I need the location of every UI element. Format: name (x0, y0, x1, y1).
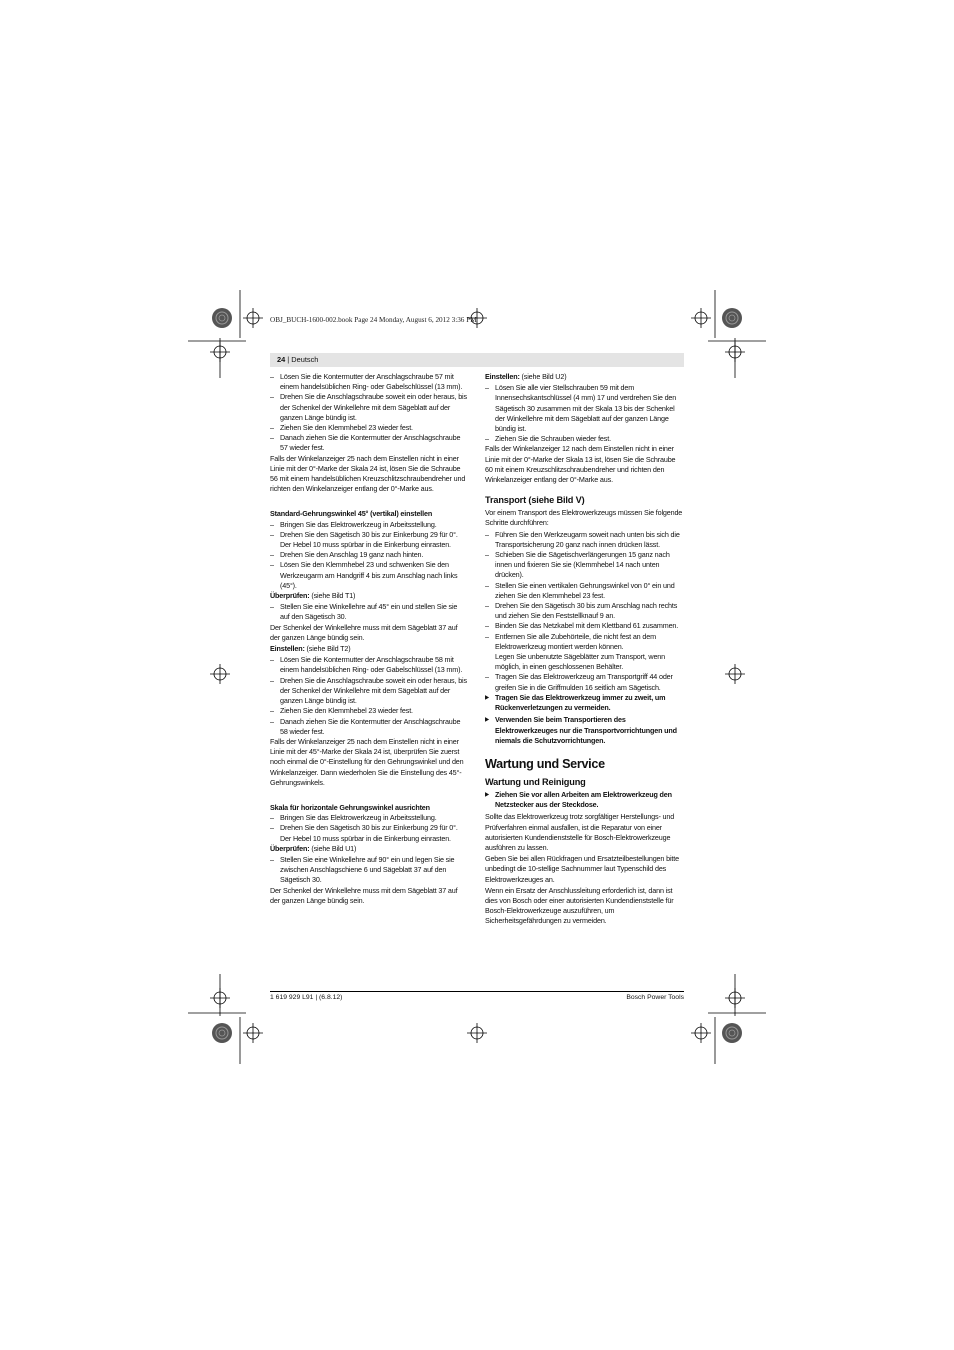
list-item: – Drehen Sie die Anschlagschraube soweit ein oder heraus, bis der Schenkel der Winkellehre mit dem Sägeblatt auf der ganzen Länge bündig ist. (270, 392, 467, 422)
page-header-bar (270, 353, 684, 367)
paragraph: Falls der Winkelanzeiger 25 nach dem Einstellen nicht in einer Linie mit der 45°-Marke der Skala 24 ist, überprüfen Sie zuerst noch einmal die 0°-Einstellung für den Gehrungswinkel und den Winkelanzeiger. Dann wiederholen Sie die Einstellung des 45°-Gehrungswinkels. (270, 736, 464, 787)
footer-brand: Bosch Power Tools (626, 994, 684, 1001)
list-item: – Danach ziehen Sie die Kontermutter der Anschlagschraube 57 wieder fest. (270, 433, 461, 453)
list-item: – Drehen Sie den Sägetisch 30 bis zur Einkerbung 29 für 0°. Der Hebel 10 muss spürbar in die Einkerbung einrasten. (270, 823, 458, 843)
paragraph: Vor einem Transport des Elektrowerkzeugs müssen Sie folgende Schritte durchführen: (485, 508, 683, 528)
footer-doc-number: 1 619 929 L91 | (6.8.12) (270, 994, 343, 1001)
paragraph: Wenn ein Ersatz der Anschlussleitung erforderlich ist, dann ist dies von Bosch oder einer autorisierten Kundendienststelle für Bosch-Elektrowerkzeuge auszuführen, um Sicherheitsgefährdungen zu vermeiden. (485, 885, 674, 926)
paragraph: Geben Sie bei allen Rückfragen und Ersatzteilbestellungen bitte unbedingt die 10-stellige Sachnummer laut Typenschild des Elektrowerkzeuges an. (485, 854, 679, 884)
list-item: – Stellen Sie eine Winkellehre auf 90° ein und legen Sie sie zwischen Anschlagschiene 6 und Sägeblatt 37 auf den Sägetisch 30. (270, 854, 455, 885)
list-item: – Binden Sie das Netzkabel mit dem Klettband 61 zusammen. (485, 621, 679, 631)
list-item: – Tragen Sie das Elektrowerkzeug am Transportgriff 44 oder greifen Sie in die Griffmulden 16 seitlich am Sägetisch. (485, 672, 673, 692)
left-column (270, 372, 468, 907)
list-item: – Schieben Sie die Sägetischverlängerungen 15 ganz nach innen und fixieren Sie sie (Klemmhebel 14 nach unten drücken). (485, 550, 670, 580)
list-item: – Führen Sie den Werkzeugarm soweit nach unten bis sich die Transportsicherung 20 ganz nach innen drücken lässt. (485, 529, 680, 549)
paragraph: Sollte das Elektrowerkzeug trotz sorgfältiger Herstellungs- und Prüfverfahren einmal ausfallen, ist die Reparatur von einer autorisierten Kundendienststelle für Bosch-Elektrowerkzeuge ausführen zu lassen. (485, 812, 675, 852)
list-item: – Drehen Sie die Anschlagschraube soweit ein oder heraus, bis der Schenkel der Winkellehre mit dem Sägeblatt auf der ganzen Länge bündig ist. (270, 675, 467, 706)
triangle-bullet-icon: ▶ (485, 717, 490, 724)
triangle-bullet-icon: ▶ (485, 791, 490, 798)
paragraph: Der Schenkel der Winkellehre muss mit dem Sägeblatt 37 auf der ganzen Länge bündig sein. (270, 885, 458, 905)
list-item: – Lösen Sie die Kontermutter der Anschlagschraube 57 mit einem handelsüblichen Ring- oder Gabelschlüssel (13 mm). (270, 372, 463, 392)
list-item: – Lösen Sie den Klemmhebel 23 und schwenken Sie den Werkzeugarm am Handgriff 4 bis zum Anschlag nach links (45°). (270, 560, 458, 590)
warning-item: ▶ Ziehen Sie vor allen Arbeiten am Elektrowerkzeug den Netzstecker aus der Steckdose. (485, 789, 672, 810)
list-item: – Drehen Sie den Sägetisch 30 bis zum Anschlag nach rechts und ziehen Sie den Feststellknauf 9 an. (485, 601, 678, 621)
list-item: – Stellen Sie eine Winkellehre auf 45° ein und stellen Sie sie auf den Sägetisch 30. (270, 602, 458, 622)
header-separator: | (285, 355, 292, 364)
list-item: – Ziehen Sie die Schrauben wieder fest. (485, 434, 611, 444)
chapter-heading: Wartung und Service (485, 756, 605, 771)
paragraph: Falls der Winkelanzeiger 12 nach dem Einstellen nicht in einer Linie mit der 0°-Marke der Skala 13 ist, lösen Sie die Schraube 60 mit einem Kreuzschlitzschraubendreher und richten den Winkelanzeiger entlang der 0°-Marke aus. (485, 444, 676, 485)
page-number: 24 (277, 355, 286, 364)
list-item: – Stellen Sie einen vertikalen Gehrungswinkel von 0° ein und ziehen Sie den Klemmhebel 23 fest. (485, 580, 675, 600)
warning-item: ▶ Verwenden Sie beim Transportieren des Elektrowerkzeuges nur die Transportvorrichtungen und niemals die Schutzvorrichtungen. (485, 715, 677, 745)
subsection-label: Einstellen: (siehe Bild U2) (485, 372, 567, 381)
paragraph: Der Schenkel der Winkellehre muss mit dem Sägeblatt 37 auf der ganzen Länge bündig sein. (270, 622, 458, 642)
warning-item: ▶ Tragen Sie das Elektrowerkzeug immer zu zweit, um Rückenverletzungen zu vermeiden. (485, 692, 666, 713)
print-slug: OBJ_BUCH-1600-002.book Page 24 Monday, August 6, 2012 3:36 PM (270, 316, 477, 324)
footer-rule (270, 991, 684, 992)
list-item: – Ziehen Sie den Klemmhebel 23 wieder fest. (270, 706, 413, 716)
list-item: – Ziehen Sie den Klemmhebel 23 wieder fest. (270, 423, 413, 433)
triangle-bullet-icon: ▶ (485, 694, 490, 701)
list-item: – Bringen Sie das Elektrowerkzeug in Arbeitsstellung. (270, 519, 437, 529)
section-heading-reinigung: Wartung und Reinigung (485, 776, 586, 787)
section-heading-transport: Transport (siehe Bild V) (485, 495, 585, 506)
list-item: – Entfernen Sie alle Zubehörteile, die nicht fest an dem Elektrowerkzeug montiert werden können. Legen Sie unbenutzte Sägeblätter zum Transport, wenn möglich, in einen geschlossenen Behälter. (485, 631, 666, 672)
subsection-label: Einstellen: (siehe Bild T2) (270, 644, 351, 654)
list-item: – Lösen Sie die Kontermutter der Anschlagschraube 58 mit einem handelsüblichen Ring- oder Gabelschlüssel (13 mm). (270, 655, 463, 675)
list-item: – Danach ziehen Sie die Kontermutter der Anschlagschraube 58 wieder fest. (270, 716, 461, 736)
subsection-label: Überprüfen: (siehe Bild U1) (270, 843, 357, 853)
header-language: Deutsch (291, 355, 319, 364)
list-item: – Bringen Sie das Elektrowerkzeug in Arbeitsstellung. (270, 813, 437, 823)
section-heading: Standard-Gehrungswinkel 45° (vertikal) einstellen (270, 509, 433, 519)
list-item: – Lösen Sie alle vier Stellschrauben 59 mit dem Innensechskantschlüssel (4 mm) 17 und verdrehen Sie den Sägetisch 30 zusammen mit der Skala 13 bis der Schenkel der Winkellehre mit dem Sägeblatt auf der ganzen Länge bündig ist. (485, 383, 677, 434)
right-column (485, 372, 683, 928)
section-heading: Skala für horizontale Gehrungswinkel ausrichten (270, 802, 430, 812)
list-item: – Drehen Sie den Sägetisch 30 bis zur Einkerbung 29 für 0°. Der Hebel 10 muss spürbar in die Einkerbung einrasten. (270, 529, 458, 550)
paragraph: Falls der Winkelanzeiger 25 nach dem Einstellen nicht in einer Linie mit der 0°-Marke der Skala 24 ist, lösen Sie die Schraube 56 mit einem handelsüblichen Kreuzschlitzschraubendreher und richten den Winkelanzeiger entlang der 0°-Marke aus. (270, 453, 466, 494)
subsection-label: Überprüfen: (siehe Bild T1) (270, 591, 356, 601)
page-header (277, 355, 318, 365)
list-item: – Drehen Sie den Anschlag 19 ganz nach hinten. (270, 550, 424, 560)
